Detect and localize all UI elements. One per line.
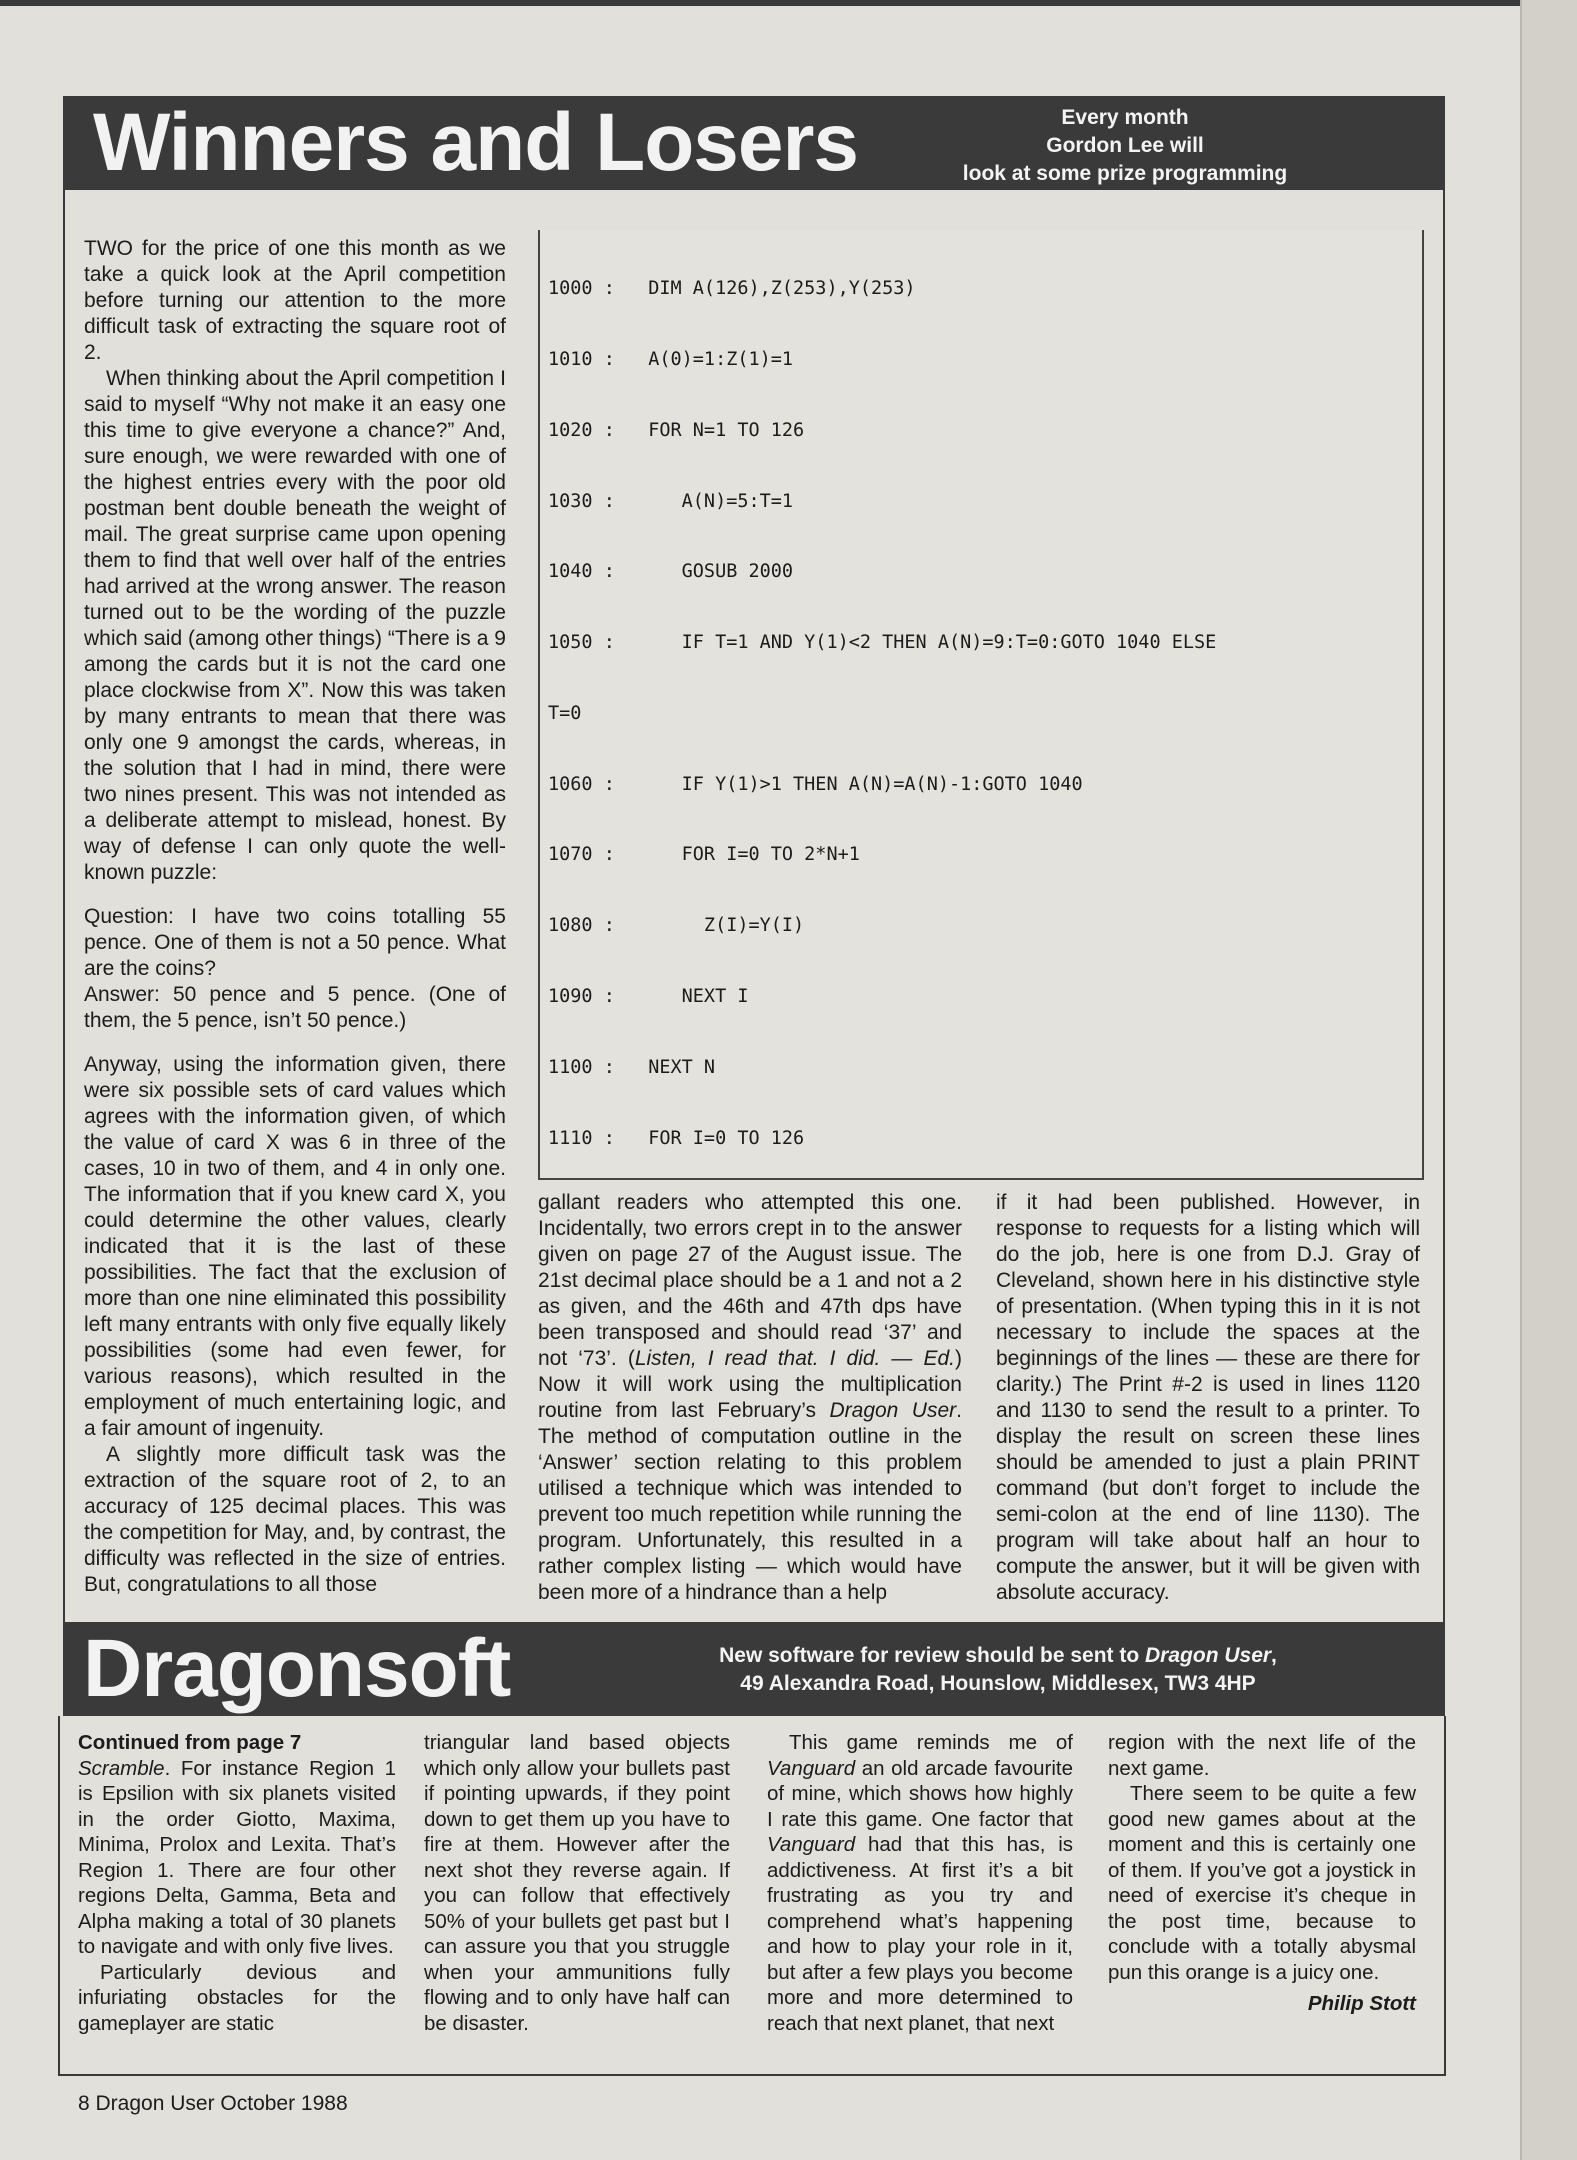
paragraph: if it had been published. However, in response to requests for a listing which will do the job, here is one from D.J. Gray of Cleveland, shown here in his distinctive style of presentation. (When typing this in it is not necessary to include the spaces at the beginnings of the lines — these are there for clarity.) The Print #-2 is used in lines 1120 and 1130 to send the result to a printer. To display the result on screen these lines should be amended to just a plain PRINT command (but don’t forget to include the semi-colon at the end of line 1130). The program will take about half an hour to compute the answer, but it will be given with absolute accuracy. <box>996 1191 1420 1604</box>
code-line: 1020 : FOR N=1 TO 126 <box>548 419 805 441</box>
page-footer: 8 Dragon User October 1988 <box>78 2092 348 2115</box>
code-line: 1080 : Z(I)=Y(I) <box>548 915 805 937</box>
code-line: 1100 : NEXT N <box>548 1056 716 1078</box>
article-column-3 <box>996 1190 1420 1606</box>
text-run: . The method of computation outline in the ‘Answer’ section relating to this problem utilised a technique which was intended to prevent too much repetition while running the program. Unfortunately, this resulted in a rather complex listing — which would have been more of a hindrance than a help <box>538 1399 962 1604</box>
section-title: Dragonsoft <box>83 1623 511 1714</box>
code-line: 1090 : NEXT I <box>548 986 749 1007</box>
code-line: 1070 : FOR I=0 TO 2*N+1 <box>548 844 860 866</box>
text-run: had that this has, is addictiveness. At first it’s a bit frustrating as you try and comprehend what’s happening and how to play your role in it, but after a few plays you become more and more determined to reach that next planet, that next <box>767 1833 1073 2035</box>
paragraph: There seem to be quite a few good new games about at the moment and this is certainly one of them. If you’ve got a joystick in need of exercise it’s cheque in the post time, because to conclude with a totally abysmal pun this orange is a juicy one. <box>1108 1782 1416 1984</box>
magazine-name: Dragon User <box>1145 1644 1272 1667</box>
page-top-rule <box>0 0 1577 6</box>
paragraph: triangular land based objects which only allow your bullets past if pointing upwards, if they point down to get them up you have to fire at them. However after the next shot they reverse again. If you can follow that effectively 50% of your bullets get past but I can assure you that you struggle when your ammunitions fully flowing and to only have half can be disaster. <box>424 1731 730 2035</box>
tagline-line: Gordon Lee will <box>1046 134 1204 157</box>
article-column-1 <box>84 236 506 1598</box>
code-line: T=0 <box>548 702 582 724</box>
tagline-line: Every month <box>1061 106 1189 129</box>
page-edge <box>1520 0 1577 2160</box>
editor-note: Listen, I read that. I did. — Ed. <box>634 1347 956 1370</box>
text-run: ) Now it will work using the multiplication routine from last February’s <box>538 1347 963 1422</box>
puzzle-question: Question: I have two coins totalling 55 pence. One of them is not a 50 pence. What are the coins? <box>84 905 506 980</box>
paragraph: TWO for the price of one this month as we take a quick look at the April competition before turning our attention to the more difficult task of extracting the square root of 2. <box>84 237 506 364</box>
text-run: This game reminds me of <box>789 1731 1073 1754</box>
magazine-name: Dragon User <box>829 1399 957 1422</box>
paragraph: A slightly more difficult task was the extraction of the square root of 2, to an accuracy of 125 decimal places. This was the competition for May, and, by contrast, the difficulty was reflected in the size of entries. But, congratulations to all those <box>84 1443 506 1596</box>
paragraph: region with the next life of the next game. <box>1108 1731 1416 1780</box>
paragraph: Particularly devious and infuriating obstacles for the gameplayer are static <box>78 1960 396 2035</box>
tagline-line <box>673 1642 1323 1670</box>
text-run: New software for review should be sent to <box>719 1644 1146 1667</box>
puzzle-answer: Answer: 50 pence and 5 pence. (One of them, the 5 pence, isn’t 50 pence.) <box>84 983 506 1032</box>
author-signature: Philip Stott <box>1307 1992 1416 2015</box>
code-line: 1050 : IF T=1 AND Y(1)<2 THEN A(N)=9:T=0:GOTO 1040 ELSE <box>548 632 1217 654</box>
article-column-2 <box>538 1190 962 1606</box>
review-column-2 <box>424 1730 730 2036</box>
code-line: 1000 : DIM A(126),Z(253),Y(253) <box>548 278 916 300</box>
paragraph: Anyway, using the information given, there were six possible sets of card values which agrees with the information given, of which the value of card X was 6 in three of the cases, 10 in two of them, and 4 in only one. The information that if you knew card X, you could determine the other values, clearly indicated that it is the last of these possibilities. The fact that the exclusion of more than one nine eliminated this possibility left many entrants with only five equally likely possibilities (some had even fewer, for various reasons), which resulted in the employment of much entertaining logic, and a fair amount of ingenuity. <box>84 1053 506 1440</box>
article-title: Winners and Losers <box>93 97 859 188</box>
paragraph <box>767 1730 1073 2036</box>
program-listing <box>538 230 1424 1180</box>
text-run: gallant readers who attempted this one. Incidentally, two errors crept in to the answer given on page 27 of the August issue. The 21st decimal place should be a 1 and not a 2 as given, and the 46th and 47th dps have been transposed and should read ‘37’ and not ‘73’. ( <box>538 1191 962 1370</box>
paragraph <box>78 1756 396 1960</box>
game-name: Vanguard <box>767 1833 856 1856</box>
winners-losers-banner <box>63 96 1445 190</box>
tagline-line: look at some prize programming <box>962 162 1288 185</box>
review-column-3 <box>767 1730 1073 2036</box>
paragraph <box>538 1190 962 1606</box>
text-run: . For instance Region 1 is Epsilion with six planets visited in the order Giotto, Maxima, Minima, Prolox and Lexita. That’s Region 1. There are four other regions Delta, Gamma, Beta and Alpha making a total of 30 planets to navigate and with only five lives. <box>78 1756 396 1958</box>
tagline-line: 49 Alexandra Road, Hounslow, Middlesex, TW3 4HP <box>740 1672 1256 1695</box>
code-line: 1040 : GOSUB 2000 <box>548 561 794 583</box>
text-run: , <box>1271 1644 1277 1667</box>
review-column-4 <box>1108 1730 1416 2017</box>
article-tagline <box>945 104 1305 188</box>
section-tagline <box>673 1642 1323 1698</box>
text-run: an old arcade favourite of mine, which shows how highly I rate this game. One factor that <box>767 1756 1073 1831</box>
code-line: 1030 : A(N)=5:T=1 <box>548 490 794 512</box>
game-name: Vanguard <box>767 1756 856 1780</box>
code-line: 1110 : FOR I=0 TO 126 <box>548 1127 805 1149</box>
dragonsoft-banner <box>63 1622 1445 1716</box>
continued-note: Continued from page 7 <box>78 1731 302 1754</box>
game-name: Scramble <box>78 1756 165 1780</box>
review-column-1 <box>78 1730 396 2036</box>
code-line: 1060 : IF Y(1)>1 THEN A(N)=A(N)-1:GOTO 1040 <box>548 773 1083 795</box>
paragraph: When thinking about the April competition I said to myself “Why not make it an easy one this time to give everyone a chance?” And, sure enough, we were rewarded with one of the highest entries every with the poor old postman bent double beneath the weight of mail. The great surprise came upon opening them to find that well over half of the entries had arrived at the wrong answer. The reason turned out to be the wording of the puzzle which said (among other things) “There is a 9 among the cards but it is not the card one place clockwise from X”. Now this was taken by many entrants to mean that there was only one 9 amongst the cards, whereas, in the solution that I had in mind, there were two nines present. This was not intended as a deliberate attempt to mislead, honest. By way of defense I can only quote the well-known puzzle: <box>84 367 506 884</box>
code-line: 1010 : A(0)=1:Z(1)=1 <box>548 348 794 370</box>
